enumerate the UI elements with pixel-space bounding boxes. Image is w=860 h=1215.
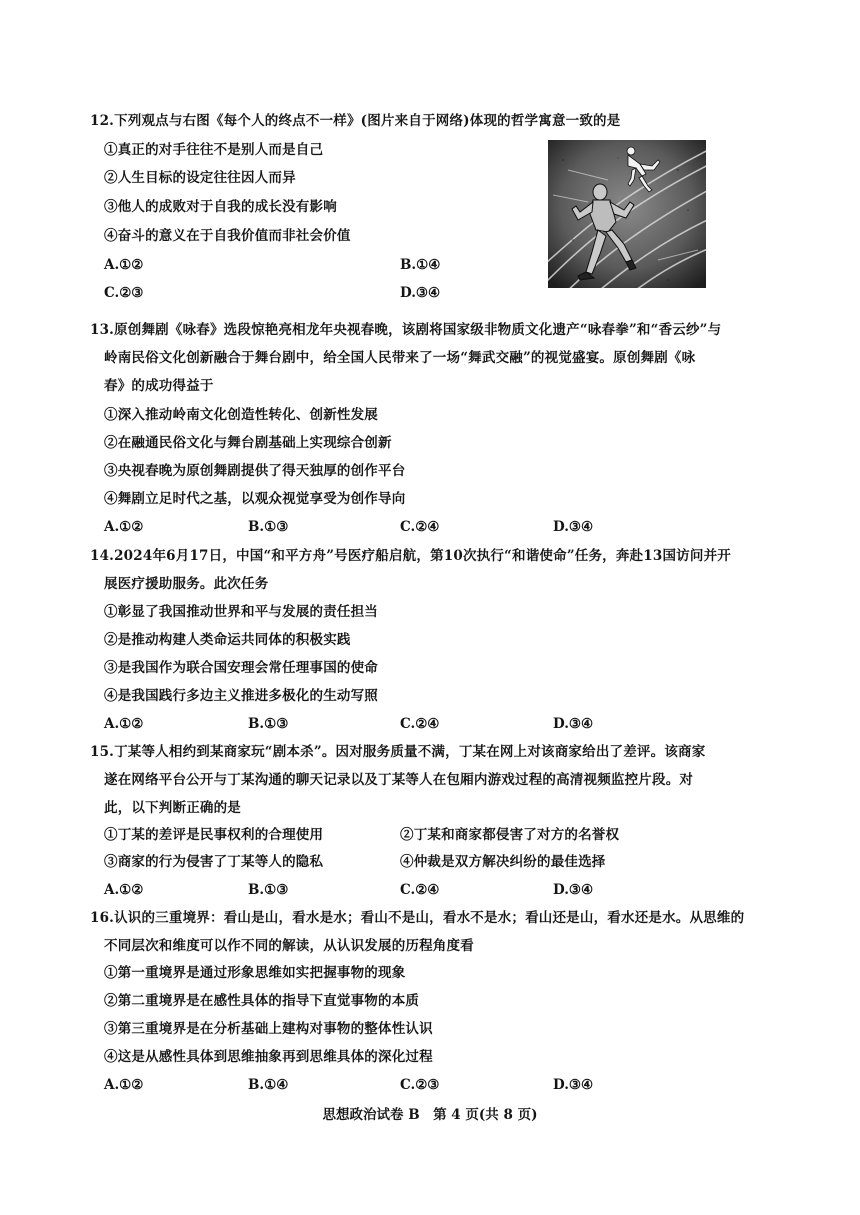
- q14-item-2: ②是推动构建人类命运共同体的积极实践: [104, 632, 351, 648]
- q14-stem-line-1: 14.2024年6月17日，中国“和平方舟”号医疗船启航，第10次执行“和谐使命”任务，奔赴13国访问并开: [90, 548, 731, 564]
- q12-item-2: ②人生目标的设定往往因人而异: [104, 170, 296, 186]
- q14-option-b: B.①③: [248, 716, 289, 732]
- q12-item-4: ④奋斗的意义在于自我价值而非社会价值: [104, 228, 351, 244]
- q12-option-a: A.①②: [104, 257, 144, 273]
- q15-stem-line-3: 此，以下判断正确的是: [104, 800, 241, 816]
- q16-item-1: ①第一重境界是通过形象思维如实把握事物的现象: [104, 965, 406, 981]
- q14-item-4: ④是我国践行多边主义推进多极化的生动写照: [104, 688, 378, 704]
- q15-item-2: ②丁某和商家都侵害了对方的名誉权: [400, 827, 620, 843]
- q16-option-a: A.①②: [104, 1077, 144, 1093]
- q15-stem-line-1: 15.丁某等人相约到某商家玩“剧本杀”。因对服务质量不满，丁某在网上对该商家给出了差评。该商家: [90, 744, 706, 760]
- q13-item-1: ①深入推动岭南文化创造性转化、创新性发展: [104, 407, 378, 423]
- q16-option-c: C.②③: [400, 1077, 440, 1093]
- q16-stem-line-1: 16.认识的三重境界：看山是山，看水是水；看山不是山，看水不是水；看山还是山，看水还是水。从思维的: [90, 910, 745, 926]
- q15-option-d: D.③④: [553, 882, 594, 898]
- q12-stem: 12.下列观点与右图《每个人的终点不一样》(图片来自于网络)体现的哲学寓意一致的是: [90, 113, 621, 129]
- q16-stem-line-2: 不同层次和维度可以作不同的解读，从认识发展的历程角度看: [104, 938, 474, 954]
- q14-option-d: D.③④: [553, 716, 594, 732]
- q12-option-b: B.①④: [400, 257, 441, 273]
- q16-item-3: ③第三重境界是在分析基础上建构对事物的整体性认识: [104, 1021, 433, 1037]
- page-footer: 思想政治试卷 B 第 4 页(共 8 页): [322, 1107, 538, 1123]
- q15-option-a: A.①②: [104, 882, 144, 898]
- q14-option-c: C.②④: [400, 716, 440, 732]
- q13-item-2: ②在融通民俗文化与舞台剧基础上实现综合创新: [104, 435, 392, 451]
- q15-option-c: C.②④: [400, 882, 440, 898]
- q12-item-1: ①真正的对手往往不是别人而是自己: [104, 142, 324, 158]
- q15-item-3: ③商家的行为侵害了丁某等人的隐私: [104, 854, 324, 870]
- q13-stem-line-2: 岭南民俗文化创新融合于舞台剧中，给全国人民带来了一场“舞武交融”的视觉盛宴。原创舞剧《咏: [104, 350, 696, 366]
- q13-option-b: B.①③: [248, 519, 289, 535]
- q14-item-3: ③是我国作为联合国安理会常任理事国的使命: [104, 660, 378, 676]
- q15-stem-line-2: 遂在网络平台公开与丁某沟通的聊天记录以及丁某等人在包厢内游戏过程的高清视频监控片段。对: [104, 772, 694, 788]
- q14-option-a: A.①②: [104, 716, 144, 732]
- q13-option-d: D.③④: [553, 519, 594, 535]
- q13-item-3: ③央视春晚为原创舞剧提供了得天独厚的创作平台: [104, 463, 406, 479]
- q14-stem-line-2: 展医疗援助服务。此次任务: [104, 576, 269, 592]
- q15-item-4: ④仲裁是双方解决纠纷的最佳选择: [400, 854, 606, 870]
- q13-option-a: A.①②: [104, 519, 144, 535]
- q15-option-b: B.①③: [248, 882, 289, 898]
- track-runners-photo: [548, 140, 706, 288]
- q12-option-c: C.②③: [104, 285, 144, 301]
- q15-item-1: ①丁某的差评是民事权利的合理使用: [104, 827, 324, 843]
- q13-stem-line-3: 春》的成功得益于: [104, 378, 214, 394]
- q16-item-2: ②第二重境界是在感性具体的指导下直觉事物的本质: [104, 993, 420, 1009]
- q14-item-1: ①彰显了我国推动世界和平与发展的责任担当: [104, 604, 378, 620]
- q16-option-b: B.①④: [248, 1077, 289, 1093]
- q13-item-4: ④舞剧立足时代之基，以观众视觉享受为创作导向: [104, 491, 406, 507]
- q16-option-d: D.③④: [553, 1077, 594, 1093]
- q16-item-4: ④这是从感性具体到思维抽象再到思维具体的深化过程: [104, 1049, 433, 1065]
- q12-item-3: ③他人的成败对于自我的成长没有影响: [104, 199, 337, 215]
- q13-option-c: C.②④: [400, 519, 440, 535]
- q12-option-d: D.③④: [400, 285, 441, 301]
- q13-stem-line-1: 13.原创舞剧《咏春》选段惊艳亮相龙年央视春晚，该剧将国家级非物质文化遗产“咏春拳”和“香云纱”与: [90, 322, 722, 338]
